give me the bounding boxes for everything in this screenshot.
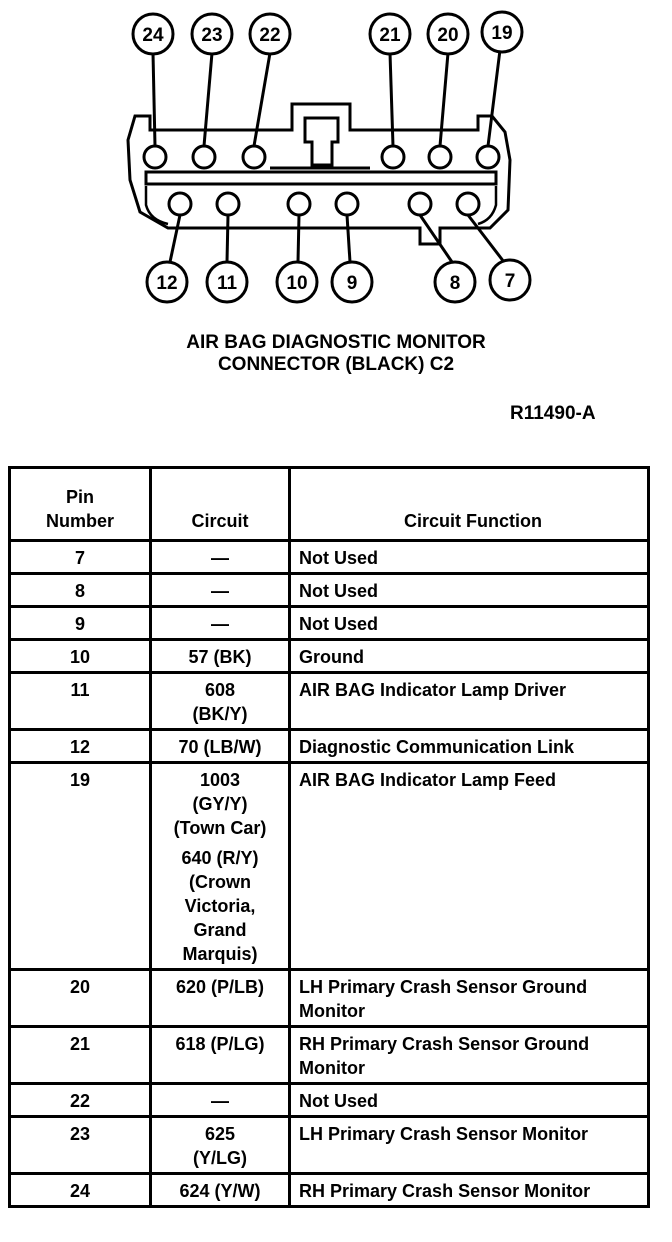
table-row: [10, 1174, 649, 1207]
circuit-function-cell: [290, 1027, 649, 1084]
pin-number: 20: [69, 977, 91, 997]
pin-number: 9: [74, 614, 85, 634]
pin-hole-7: [457, 193, 479, 215]
circuit-function-cell: [290, 1084, 649, 1117]
circuit-function-cell: [290, 673, 649, 730]
circuit-function-cell: [290, 574, 649, 607]
circuit-function-line: Diagnostic Communication Link: [299, 737, 575, 757]
circuit-function-cell: [290, 607, 649, 640]
pin-number-cell: [10, 1117, 151, 1174]
pin-number: 19: [69, 770, 91, 790]
circuit-line: 620 (P/LB): [175, 977, 265, 997]
table-row: [10, 673, 649, 730]
table-row: [10, 1117, 649, 1174]
connector-diagram: [0, 0, 672, 320]
callout-24-label: 24: [142, 25, 164, 46]
header-circuit-function: Circuit Function: [290, 468, 649, 541]
pin-hole-20: [429, 146, 451, 168]
callout-19: [482, 12, 522, 52]
pin-hole-24: [144, 146, 166, 168]
pin-number-cell: [10, 730, 151, 763]
table-row: [10, 1027, 649, 1084]
circuit-cell: [151, 574, 290, 607]
circuit-cell: [151, 970, 290, 1027]
table-row: [10, 574, 649, 607]
callout-11-label: 11: [216, 273, 238, 294]
circuit-function-cell: [290, 763, 649, 970]
circuit-line: Victoria,: [184, 896, 256, 916]
pin-number: 22: [69, 1091, 91, 1111]
circuit-line: (BK/Y): [192, 704, 248, 724]
pin-number-cell: [10, 673, 151, 730]
circuit-function-line: Ground: [299, 647, 364, 667]
table-row: [10, 763, 649, 970]
table-row: [10, 640, 649, 673]
circuit-line: 1003: [199, 770, 241, 790]
circuit-line: (Town Car): [173, 818, 267, 838]
circuit-function-line: Monitor: [299, 1001, 365, 1021]
header-circuit: Circuit: [151, 468, 290, 541]
circuit-line: 70 (LB/W): [178, 737, 262, 757]
circuit-cell: [151, 1117, 290, 1174]
callout-8-label: 8: [449, 273, 461, 294]
circuit-function-cell: [290, 730, 649, 763]
circuit-function-cell: [290, 1174, 649, 1207]
callout-10-label: 10: [286, 273, 308, 294]
pin-hole-10: [288, 193, 310, 215]
callout-7-label: 7: [504, 271, 516, 292]
pin-hole-21: [382, 146, 404, 168]
table-row: [10, 607, 649, 640]
pin-hole-23: [193, 146, 215, 168]
pin-hole-12: [169, 193, 191, 215]
figure-reference: R11490-A: [510, 403, 596, 424]
header-pin-number: [10, 468, 151, 541]
callout-12: [147, 262, 187, 302]
circuit-function-line: Not Used: [299, 1091, 379, 1111]
circuit-cell: [151, 1084, 290, 1117]
pin-number-cell: [10, 541, 151, 574]
pin-number-cell: [10, 1027, 151, 1084]
table-row: [10, 1084, 649, 1117]
circuit-function-line: AIR BAG Indicator Lamp Feed: [299, 770, 557, 790]
circuit-function-line: LH Primary Crash Sensor Monitor: [299, 1124, 589, 1144]
circuit-cell: [151, 640, 290, 673]
circuit-function-cell: [290, 970, 649, 1027]
top-callouts: [133, 12, 522, 54]
circuit-cell: [151, 763, 290, 970]
circuit-cell: [151, 730, 290, 763]
pin-hole-19: [477, 146, 499, 168]
callout-24: [133, 14, 173, 54]
pin-number: 21: [69, 1034, 91, 1054]
bottom-callouts: [147, 260, 530, 302]
pin-number: 23: [69, 1124, 91, 1144]
callout-22-label: 22: [259, 25, 281, 46]
circuit-function-cell: [290, 541, 649, 574]
pin-number-cell: [10, 607, 151, 640]
pin-table-body: [10, 541, 649, 1207]
circuit-line: 608: [204, 680, 236, 700]
callout-21: [370, 14, 410, 54]
pin-number: 8: [74, 581, 85, 601]
circuit-function-line: Not Used: [299, 614, 379, 634]
circuit-line: 640 (R/Y): [181, 848, 259, 868]
circuit-line: 618 (P/LG): [175, 1034, 265, 1054]
pin-number: 11: [70, 680, 90, 700]
circuit-line: 625: [204, 1124, 236, 1144]
circuit-line: —: [211, 1091, 229, 1111]
circuit-line: (Y/LG): [193, 1148, 247, 1168]
circuit-cell: [151, 1174, 290, 1207]
callout-9-label: 9: [346, 273, 358, 294]
circuit-cell: [151, 1027, 290, 1084]
circuit-function-line: Not Used: [299, 581, 379, 601]
callout-20-label: 20: [437, 25, 459, 46]
table-header-row: [10, 468, 649, 541]
circuit-function-line: RH Primary Crash Sensor Monitor: [299, 1181, 591, 1201]
header-pin-line2: Number: [45, 511, 114, 531]
circuit-line: (GY/Y): [192, 794, 248, 814]
pin-number-cell: [10, 640, 151, 673]
callout-11: [207, 262, 247, 302]
pin-table: [8, 466, 650, 1208]
callout-7: [490, 260, 530, 300]
pin-number-cell: [10, 574, 151, 607]
callout-21-label: 21: [379, 25, 401, 46]
circuit-line: —: [211, 581, 229, 601]
pin-number: 7: [74, 548, 85, 568]
diagram-caption-line1: AIR BAG DIAGNOSTIC MONITOR: [186, 332, 486, 353]
pin-hole-8: [409, 193, 431, 215]
pin-hole-9: [336, 193, 358, 215]
circuit-function-line: AIR BAG Indicator Lamp Driver: [299, 680, 567, 700]
connector-divider: [146, 172, 496, 184]
pin-hole-11: [217, 193, 239, 215]
pin-number-cell: [10, 763, 151, 970]
circuit-line: Marquis): [182, 944, 258, 964]
pin-hole-22: [243, 146, 265, 168]
diagram-caption-line2: CONNECTOR (BLACK) C2: [217, 354, 455, 375]
pin-number: 12: [69, 737, 91, 757]
pin-number-cell: [10, 970, 151, 1027]
circuit-line: (Crown: [189, 872, 251, 892]
callout-9: [332, 262, 372, 302]
circuit-line: 624 (Y/W): [179, 1181, 261, 1201]
callout-22: [250, 14, 290, 54]
circuit-function-line: Not Used: [299, 548, 379, 568]
circuit-line: 57 (BK): [188, 647, 252, 667]
pin-number-cell: [10, 1174, 151, 1207]
pin-number-cell: [10, 1084, 151, 1117]
table-row: [10, 541, 649, 574]
header-pin-line1: Pin: [65, 487, 94, 507]
callout-19-label: 19: [491, 23, 513, 44]
callout-10: [277, 262, 317, 302]
callout-12-label: 12: [156, 273, 178, 294]
circuit-function-cell: [290, 1117, 649, 1174]
table-row: [10, 970, 649, 1027]
circuit-line: —: [211, 548, 229, 568]
circuit-function-line: RH Primary Crash Sensor Ground: [299, 1034, 590, 1054]
circuit-cell: [151, 541, 290, 574]
callout-8: [435, 262, 475, 302]
callout-23: [192, 14, 232, 54]
circuit-function-cell: [290, 640, 649, 673]
circuit-cell: [151, 607, 290, 640]
table-row: [10, 730, 649, 763]
circuit-line: Grand: [193, 920, 247, 940]
callout-23-label: 23: [201, 25, 223, 46]
circuit-line: —: [211, 614, 229, 634]
pin-number: 10: [69, 647, 91, 667]
pin-number: 24: [69, 1181, 91, 1201]
circuit-function-line: Monitor: [299, 1058, 365, 1078]
callout-20: [428, 14, 468, 54]
circuit-function-line: LH Primary Crash Sensor Ground: [299, 977, 588, 997]
circuit-cell: [151, 673, 290, 730]
